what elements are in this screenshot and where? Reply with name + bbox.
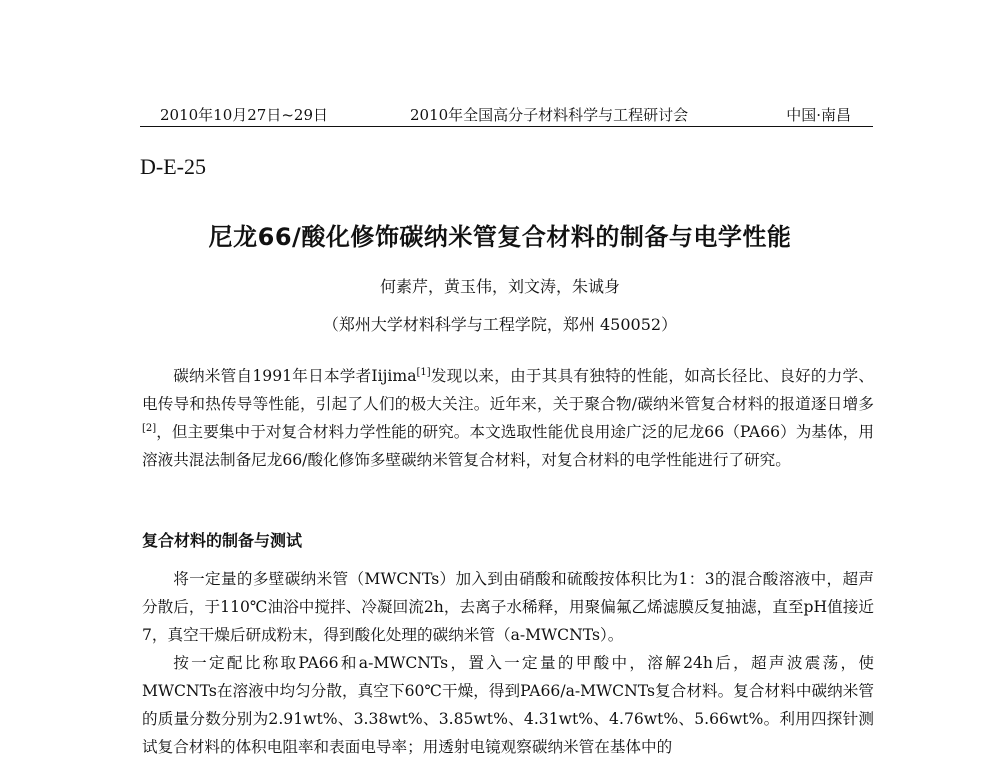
intro-paragraph	[142, 362, 874, 474]
citation-ref-2: [2]	[142, 422, 157, 434]
paper-code: D-E-25	[140, 154, 206, 179]
intro-text-part1: 碳纳米管自1991年日本学者Iijima	[173, 367, 417, 385]
conference-date: 2010年10月27日~29日	[160, 106, 329, 124]
section-heading: 复合材料的制备与测试	[142, 531, 303, 550]
author-affiliation: （郑州大学材料科学与工程学院，郑州 450052）	[322, 315, 678, 334]
section-paragraph-1: 将一定量的多壁碳纳米管（MWCNTs）加入到由硝酸和硫酸按体积比为1：3的混合酸溶液中，超声分散后，于110℃油浴中搅拌、冷凝回流2h，去离子水稀释，用聚偏氟乙烯滤膜反复抽滤，直至pH值接近7，真空干燥后研成粉末，得到酸化处理的碳纳米管（a-MWCNTs）。	[142, 570, 874, 644]
paper-title: 尼龙66/酸化修饰碳纳米管复合材料的制备与电学性能	[208, 223, 792, 251]
conference-location: 中国·南昌	[786, 106, 851, 124]
author-list: 何素芹，黄玉伟，刘文涛，朱诚身	[379, 277, 620, 296]
section-paragraph-2: 按一定配比称取PA66和a-MWCNTs，置入一定量的甲酸中，溶解24h后，超声波震荡，使MWCNTs在溶液中均匀分散，真空下60℃干燥，得到PA66/a-MWCNTs复合材料。复合材料中碳纳米管的质量分数分别为2.91wt%、3.38wt%、3.85wt%、4.31wt%、4.76wt%、5.66wt%。利用四探针测试复合材料的体积电阻率和表面电导率；用透射电镜观察碳纳米管在基体中的	[142, 654, 874, 756]
intro-text-part3: ，但主要集中于对复合材料力学性能的研究。本文选取性能优良用途广泛的尼龙66（PA66）为基体，用溶液共混法制备尼龙66/酸化修饰多壁碳纳米管复合材料，对复合材料的电学性能进行了研究。	[142, 423, 874, 469]
intro-text-part2: 发现以来，由于其具有独特的性能，如高长径比、良好的力学、电传导和热传导等性能，引起了人们的极大关注。近年来，关于聚合物/碳纳米管复合材料的报道逐日增多	[142, 367, 874, 413]
page-header	[140, 102, 873, 127]
conference-name: 2010年全国高分子材料科学与工程研讨会	[410, 106, 689, 124]
citation-ref-1: [1]	[416, 366, 431, 378]
